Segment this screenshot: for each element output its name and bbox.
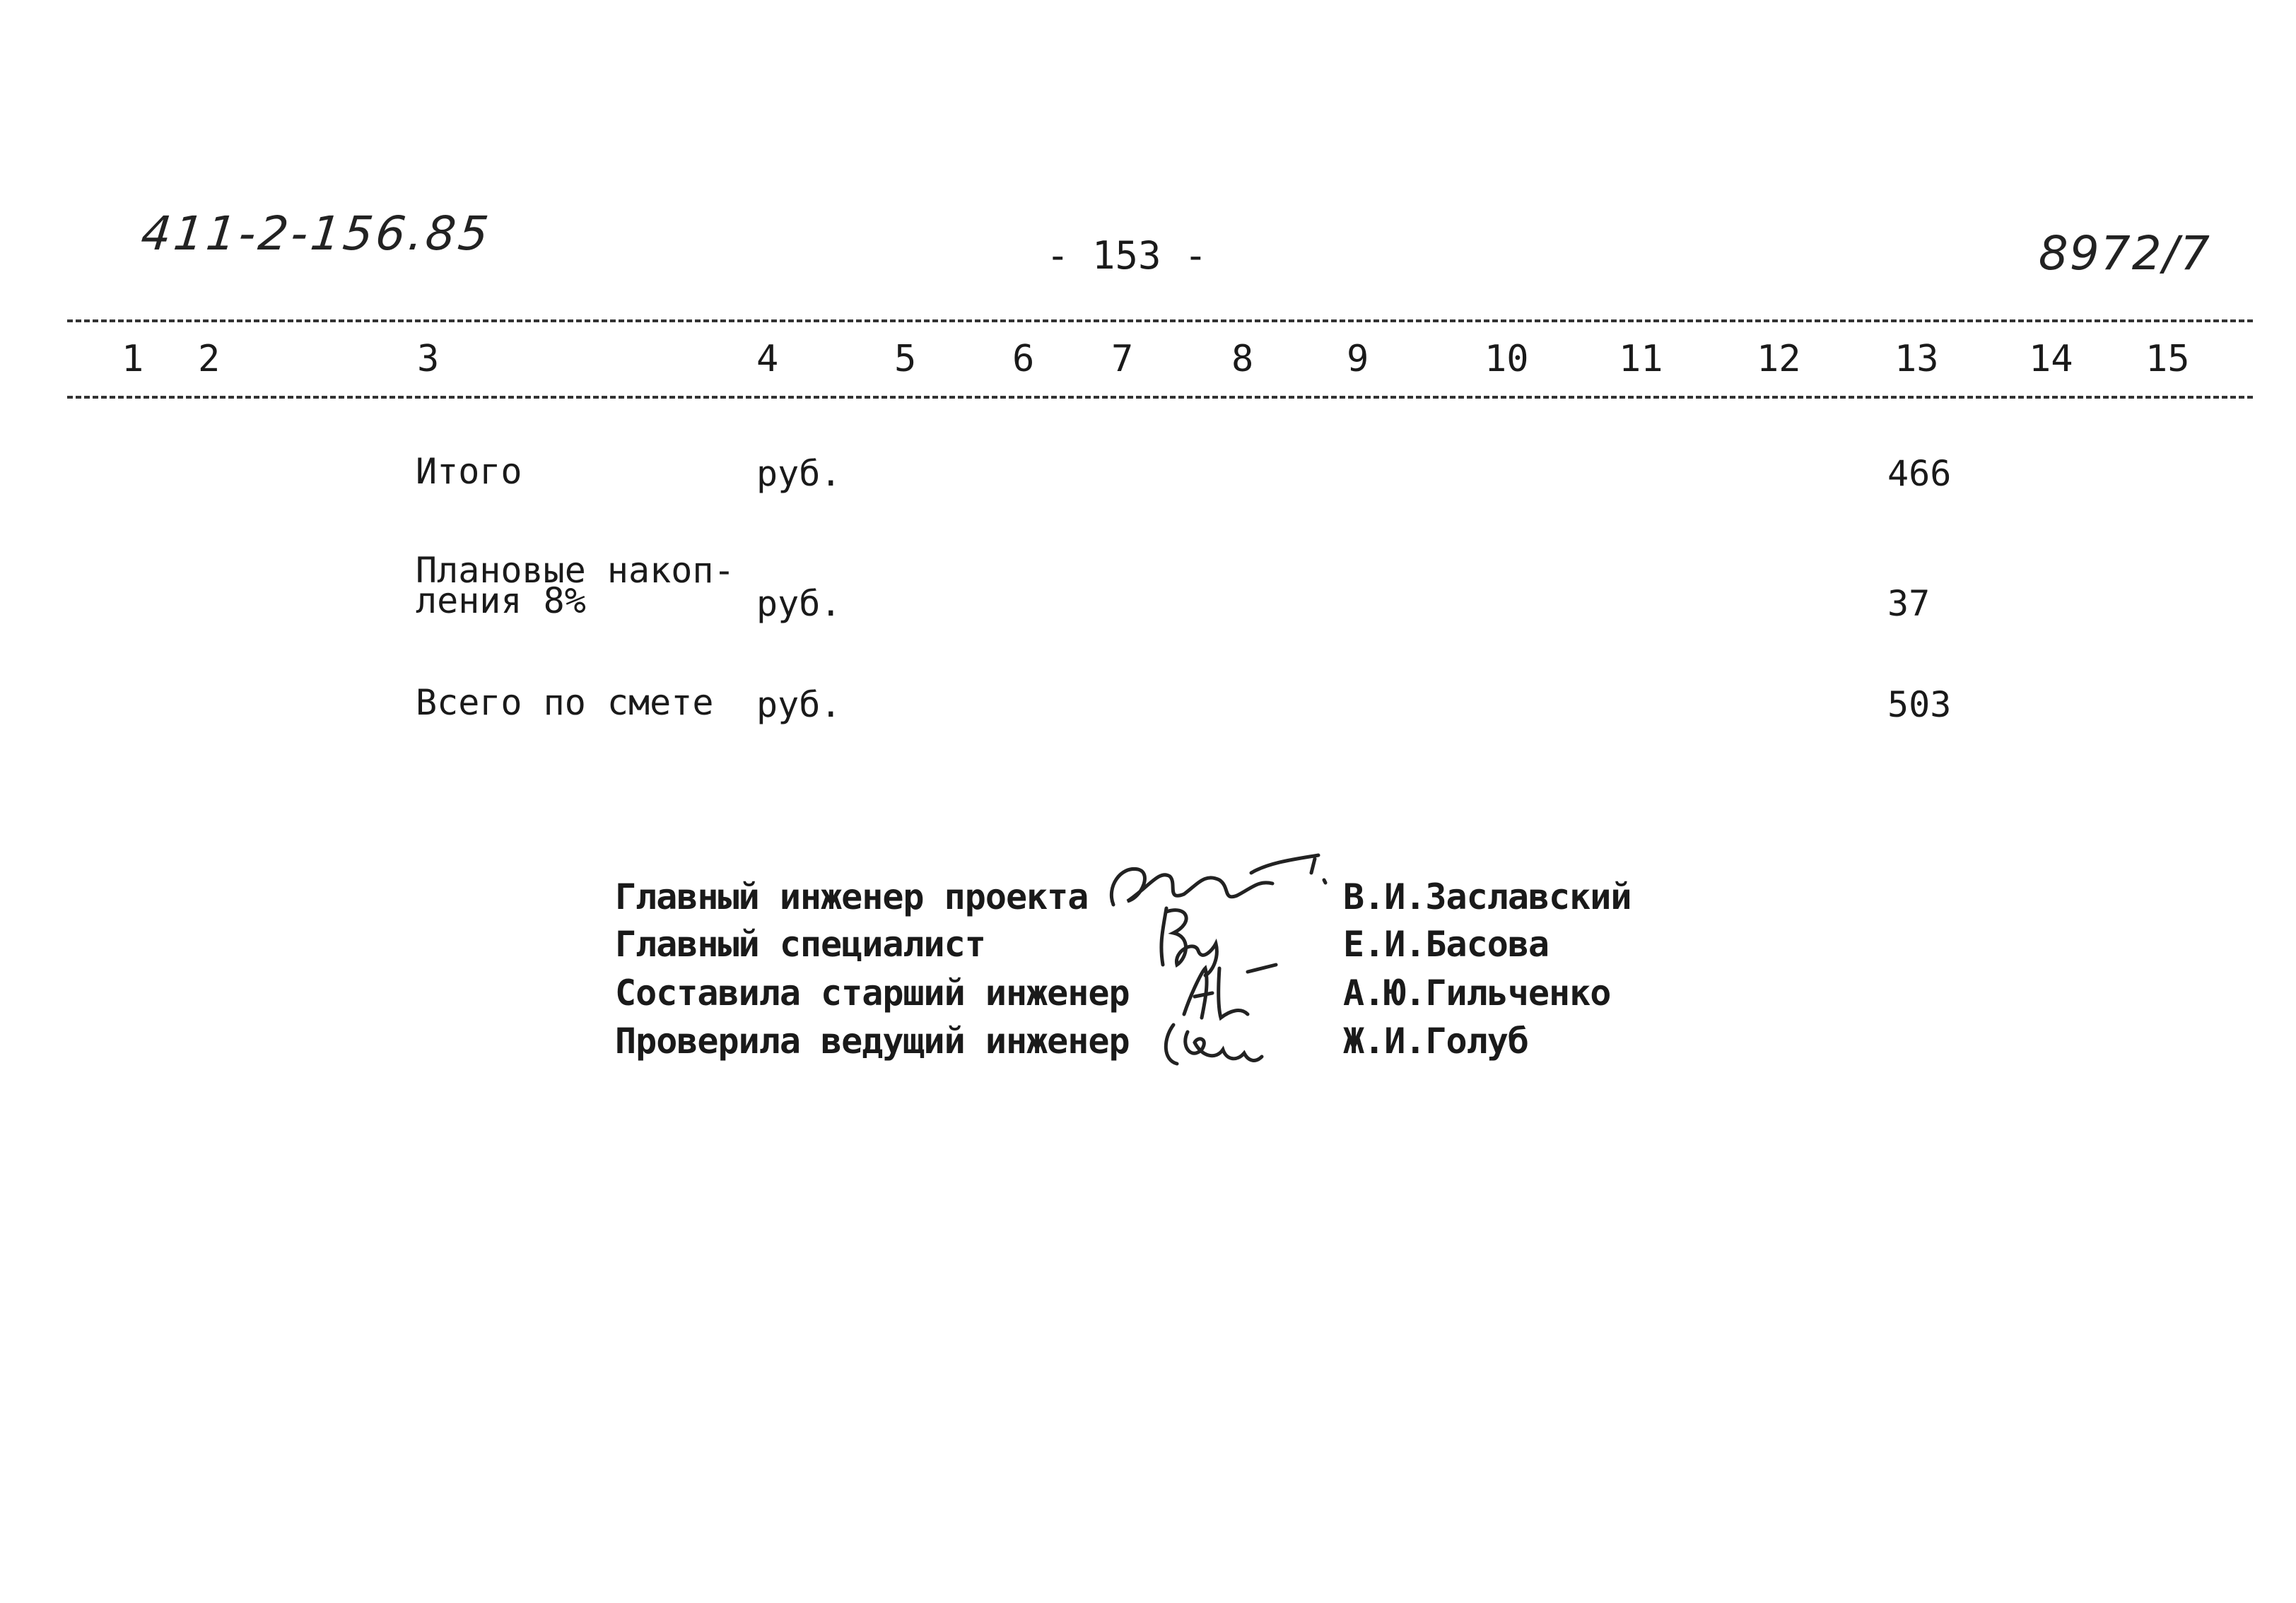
signature-name: Е.И.Басова bbox=[1343, 924, 1550, 965]
signature-title: Главный инженер проекта bbox=[615, 876, 1089, 917]
column-number: 6 bbox=[1012, 338, 1035, 380]
column-number: 4 bbox=[756, 338, 779, 380]
column-number: 7 bbox=[1111, 338, 1134, 380]
signature-name: Ж.И.Голуб bbox=[1343, 1021, 1528, 1062]
column-number: 5 bbox=[894, 338, 917, 380]
row-name: Итого bbox=[416, 451, 522, 492]
column-number: 15 bbox=[2145, 338, 2190, 380]
column-number: 1 bbox=[122, 338, 144, 380]
row-value: 466 bbox=[1887, 453, 1952, 494]
signature-scribble-gilchenko bbox=[1177, 958, 1283, 1025]
column-number: 14 bbox=[2029, 338, 2073, 380]
signature-title: Проверила ведущий инженер bbox=[615, 1021, 1130, 1062]
table-header-top-rule bbox=[67, 319, 2253, 322]
signature-scribble-golub bbox=[1159, 1018, 1287, 1074]
column-number: 9 bbox=[1347, 338, 1369, 380]
column-number: 2 bbox=[198, 338, 221, 380]
table-header-bottom-rule bbox=[67, 396, 2253, 399]
row-value: 503 bbox=[1887, 684, 1952, 725]
signature-name: А.Ю.Гильченко bbox=[1343, 973, 1611, 1014]
row-name: Всего по смете bbox=[416, 682, 714, 723]
column-number: 10 bbox=[1484, 338, 1529, 380]
signature-title: Главный специалист bbox=[615, 924, 985, 965]
page-number: - 153 - bbox=[1046, 233, 1207, 278]
signature-name: В.И.Заславский bbox=[1343, 876, 1632, 917]
row-name: ления 8% bbox=[416, 580, 586, 621]
column-number: 8 bbox=[1231, 338, 1254, 380]
row-unit: руб. bbox=[756, 583, 842, 624]
document-code: 411-2-156.85 bbox=[138, 206, 494, 261]
row-name: Плановые накоп- bbox=[416, 550, 735, 591]
column-number: 12 bbox=[1757, 338, 1801, 380]
row-value: 37 bbox=[1887, 583, 1931, 624]
row-unit: руб. bbox=[756, 684, 842, 725]
column-number: 11 bbox=[1619, 338, 1663, 380]
column-number: 13 bbox=[1894, 338, 1939, 380]
sheet-number: 8972/7 bbox=[2038, 226, 2211, 281]
row-unit: руб. bbox=[756, 453, 842, 494]
signature-title: Составила старший инженер bbox=[615, 973, 1130, 1014]
column-number: 3 bbox=[417, 338, 440, 380]
